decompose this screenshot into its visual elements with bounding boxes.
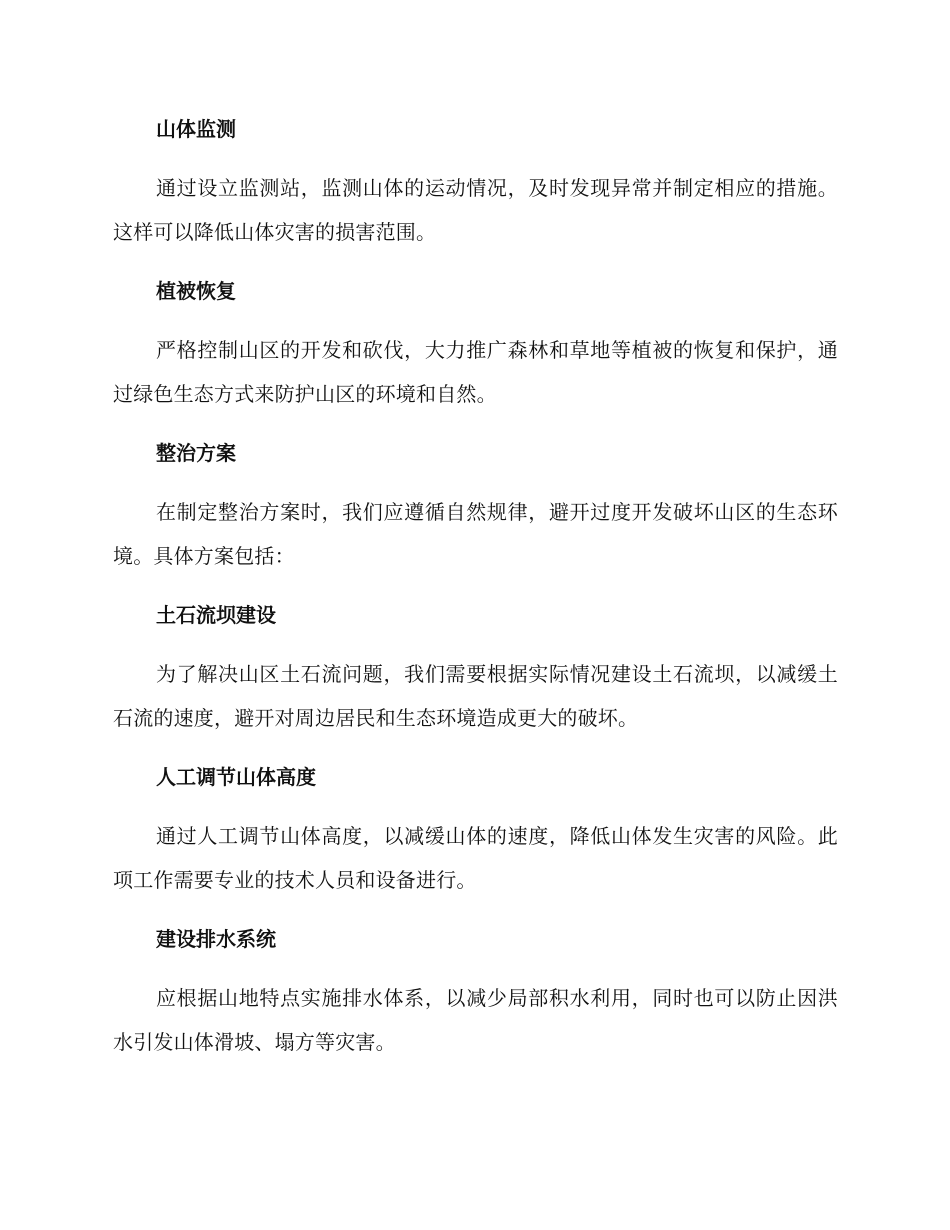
section-paragraph: 通过设立监测站，监测山体的运动情况，及时发现异常并制定相应的措施。这样可以降低山体灾害的损害范围。 (113, 176, 838, 244)
section-debris-dam (113, 598, 838, 740)
section-height-adjustment (113, 760, 838, 902)
section-heading: 建设排水系统 (156, 927, 276, 951)
section-paragraph: 在制定整治方案时，我们应遵循自然规律，避开过度开发破坏山区的生态环境。具体方案包括： (113, 500, 838, 568)
section-heading: 山体监测 (156, 117, 236, 141)
section-heading: 人工调节山体高度 (156, 765, 316, 789)
section-vegetation-restoration (113, 274, 838, 416)
section-heading: 土石流坝建设 (156, 603, 276, 627)
section-heading: 整治方案 (156, 441, 236, 465)
section-paragraph: 通过人工调节山体高度，以减缓山体的速度，降低山体发生灾害的风险。此项工作需要专业的技术人员和设备进行。 (113, 824, 838, 892)
document-page (113, 112, 838, 1084)
section-paragraph: 为了解决山区土石流问题，我们需要根据实际情况建设土石流坝，以减缓土石流的速度，避开对周边居民和生态环境造成更大的破坏。 (113, 662, 838, 730)
section-paragraph: 应根据山地特点实施排水体系，以减少局部积水利用，同时也可以防止因洪水引发山体滑坡、塌方等灾害。 (113, 986, 838, 1054)
section-paragraph: 严格控制山区的开发和砍伐，大力推广森林和草地等植被的恢复和保护，通过绿色生态方式来防护山区的环境和自然。 (113, 338, 838, 406)
section-remediation-plan (113, 436, 838, 578)
section-mountain-monitoring (113, 112, 838, 254)
section-heading: 植被恢复 (156, 279, 236, 303)
section-drainage-system (113, 922, 838, 1064)
